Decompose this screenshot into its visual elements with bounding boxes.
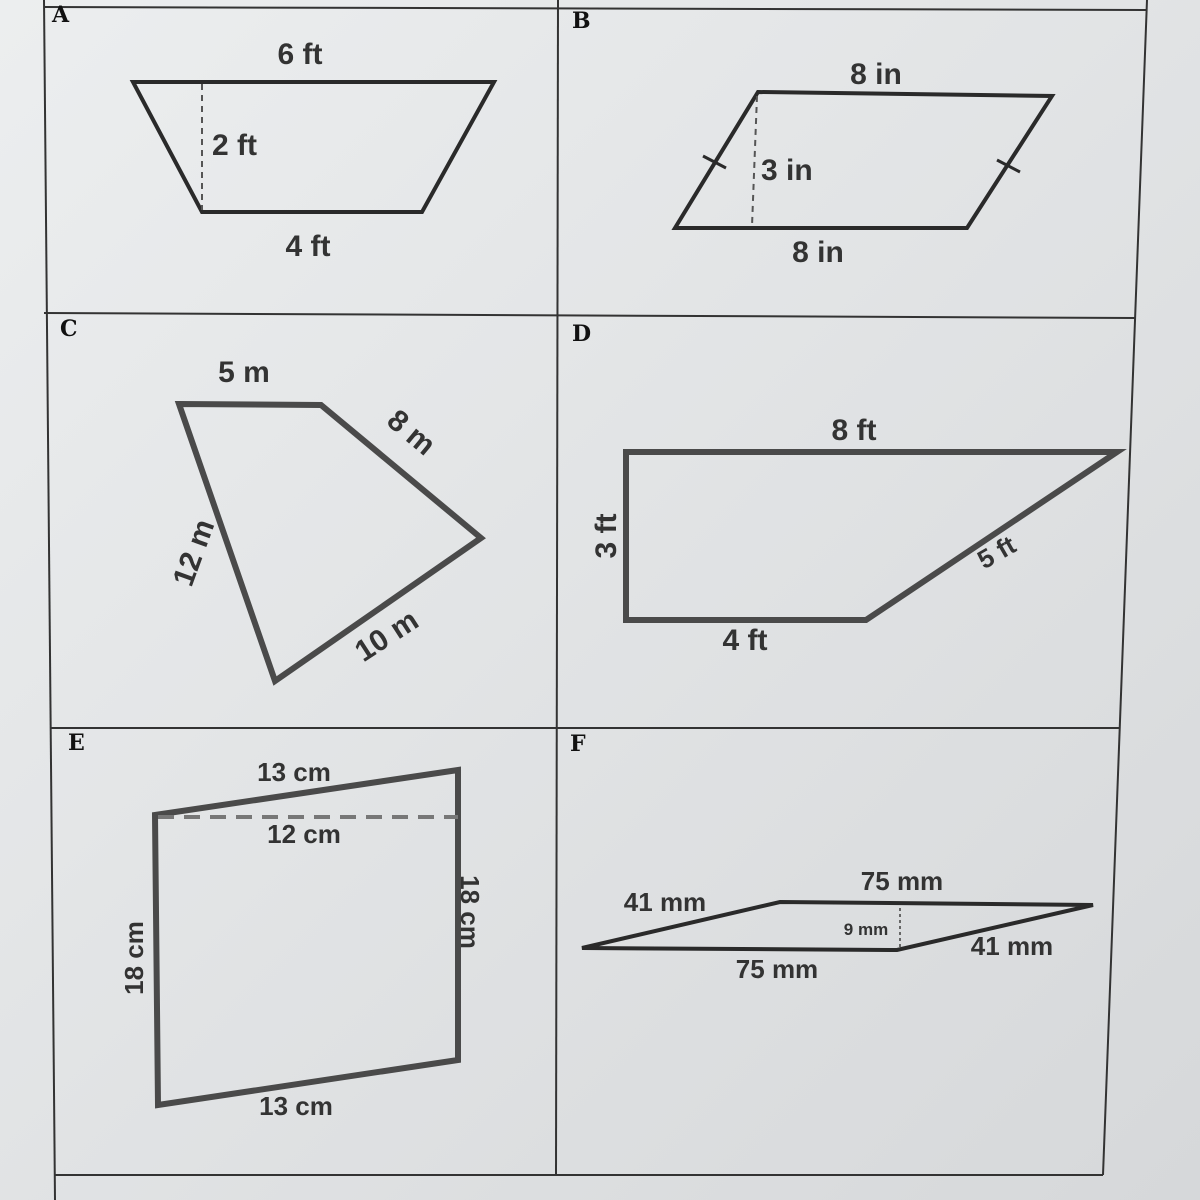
height-label: 2 ft (212, 129, 257, 162)
top-base-label: 75 mm (860, 866, 944, 896)
upper-right-side-label: 8 m (380, 403, 442, 462)
left-side-label: 12 m (166, 514, 222, 591)
top-base-label: 8 in (850, 58, 902, 91)
bottom-side-label: 13 cm (259, 1091, 333, 1121)
height-label: 9 mm (843, 920, 889, 939)
height-label: 3 ft (590, 513, 623, 559)
problem-letter: B (572, 8, 591, 34)
problem-letter: F (570, 731, 586, 757)
bottom-base-label: 4 ft (722, 624, 768, 657)
slant-side-label: 5 ft (972, 529, 1021, 575)
right-side-label: 41 mm (970, 931, 1054, 961)
top-side-label: 5 m (218, 356, 270, 389)
problem-letter: E (68, 730, 85, 756)
right-side-label: 18 cm (455, 875, 485, 949)
problem-letter: D (572, 321, 592, 347)
top-base-label: 8 ft (831, 414, 877, 447)
problem-letter: C (60, 316, 78, 342)
bottom-base-label: 8 in (792, 236, 844, 269)
width-label: 12 cm (267, 819, 341, 849)
left-side-label: 18 cm (119, 921, 149, 995)
height-label: 3 in (761, 154, 813, 187)
lower-right-side-label: 10 m (349, 603, 425, 669)
top-base-label: 6 ft (277, 38, 323, 71)
left-side-label: 41 mm (623, 887, 707, 917)
top-side-label: 13 cm (257, 757, 331, 787)
problem-letter: A (52, 2, 70, 28)
bottom-base-label: 75 mm (735, 954, 819, 984)
bottom-base-label: 4 ft (285, 230, 331, 263)
